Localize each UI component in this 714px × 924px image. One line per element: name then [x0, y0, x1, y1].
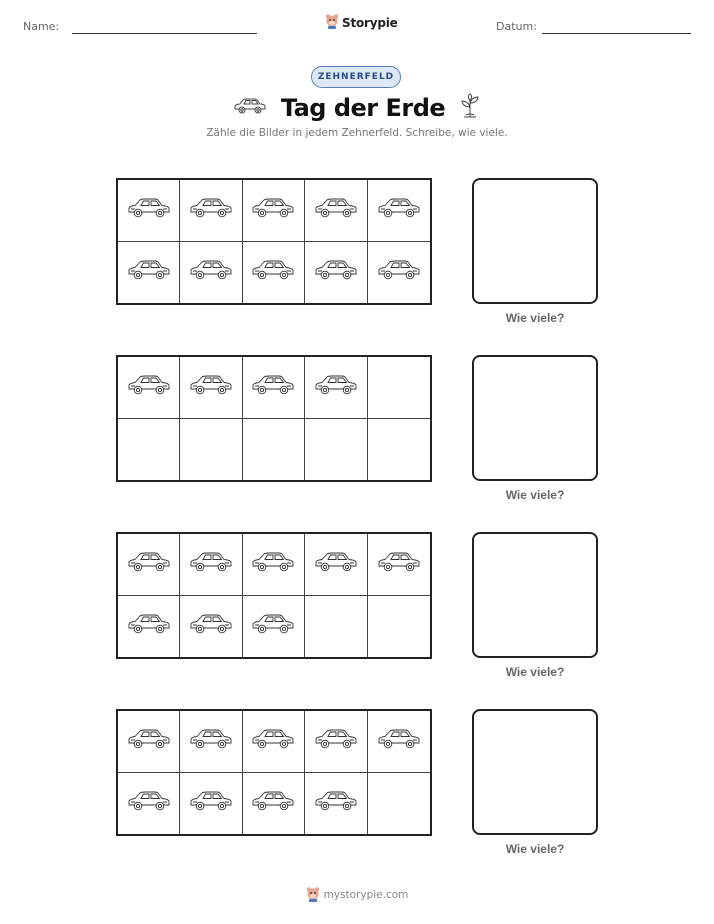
ten-frame-cell — [305, 180, 367, 242]
car-icon — [127, 550, 171, 578]
ten-frame-cell — [118, 357, 180, 419]
ten-frame-cell — [305, 596, 367, 658]
car-icon — [127, 196, 171, 224]
ten-frame-cell — [118, 596, 180, 658]
date-line[interactable] — [542, 33, 691, 34]
ten-frame-cell — [118, 180, 180, 242]
how-many-label: Wie viele? — [505, 488, 565, 502]
ten-frame-cell — [118, 242, 180, 304]
car-icon — [189, 612, 233, 640]
ten-frame-cell — [118, 534, 180, 596]
car-icon — [377, 550, 421, 578]
car-icon — [314, 258, 358, 286]
car-icon — [314, 727, 358, 755]
ten-frame-cell — [368, 711, 430, 773]
car-icon — [377, 727, 421, 755]
ten-frame-cell — [305, 242, 367, 304]
car-icon — [314, 550, 358, 578]
ten-frame-cell — [368, 419, 430, 481]
ten-frame-cell — [180, 773, 242, 835]
how-many-label: Wie viele? — [505, 842, 565, 856]
answer-box[interactable] — [472, 355, 598, 481]
car-icon — [127, 373, 171, 401]
ten-frame-cell — [243, 180, 305, 242]
ten-frame — [116, 178, 432, 305]
car-icon — [251, 373, 295, 401]
storypie-bear-icon — [325, 13, 339, 33]
name-label: Name: — [23, 20, 60, 33]
footer-url[interactable]: mystorypie.com — [323, 889, 409, 901]
car-icon — [233, 97, 267, 119]
how-many-label: Wie viele? — [505, 311, 565, 325]
ten-frame-cell — [180, 357, 242, 419]
ten-frame-cell — [118, 711, 180, 773]
footer — [0, 884, 714, 906]
ten-frame — [116, 532, 432, 659]
ten-frame-cell — [243, 711, 305, 773]
ten-frame-cell — [180, 711, 242, 773]
answer-box[interactable] — [472, 178, 598, 304]
car-icon — [251, 612, 295, 640]
worksheet-type-badge: ZEHNERFELD — [311, 66, 401, 88]
car-icon — [189, 550, 233, 578]
ten-frame-cell — [243, 596, 305, 658]
car-icon — [314, 196, 358, 224]
ten-frame-cell — [243, 242, 305, 304]
ten-frame-cell — [368, 773, 430, 835]
ten-frame-cell — [118, 419, 180, 481]
ten-frame-cell — [180, 596, 242, 658]
name-line[interactable] — [72, 33, 257, 34]
ten-frame-cell — [243, 534, 305, 596]
instructions: Zähle die Bilder in jedem Zehnerfeld. Schreibe, wie viele. — [206, 127, 508, 139]
title-row — [0, 90, 714, 126]
car-icon — [314, 373, 358, 401]
ten-frame-cell — [368, 180, 430, 242]
car-icon — [189, 727, 233, 755]
car-icon — [377, 196, 421, 224]
ten-frame-cell — [305, 711, 367, 773]
ten-frame-cell — [305, 534, 367, 596]
ten-frame — [116, 709, 432, 836]
ten-frame-cell — [368, 596, 430, 658]
ten-frame-cell — [305, 357, 367, 419]
car-icon — [189, 373, 233, 401]
date-label: Datum: — [496, 20, 537, 33]
ten-frame-cell — [243, 419, 305, 481]
car-icon — [127, 258, 171, 286]
ten-frame-cell — [305, 419, 367, 481]
ten-frame — [116, 355, 432, 482]
car-icon — [189, 789, 233, 817]
page-title: Tag der Erde — [280, 94, 446, 122]
ten-frame-cell — [180, 180, 242, 242]
car-icon — [189, 196, 233, 224]
ten-frame-cell — [368, 357, 430, 419]
car-icon — [127, 727, 171, 755]
car-icon — [189, 258, 233, 286]
car-icon — [127, 612, 171, 640]
car-icon — [251, 258, 295, 286]
car-icon — [251, 196, 295, 224]
ten-frame-cell — [243, 773, 305, 835]
how-many-label: Wie viele? — [505, 665, 565, 679]
ten-frame-cell — [305, 773, 367, 835]
sprout-icon — [459, 93, 481, 123]
car-icon — [251, 789, 295, 817]
car-icon — [251, 550, 295, 578]
car-icon — [127, 789, 171, 817]
answer-box[interactable] — [472, 532, 598, 658]
ten-frame-cell — [180, 419, 242, 481]
brand-name: Storypie — [342, 16, 398, 30]
ten-frame-cell — [180, 242, 242, 304]
car-icon — [377, 258, 421, 286]
storypie-bear-icon — [306, 886, 320, 905]
ten-frame-cell — [180, 534, 242, 596]
ten-frame-cell — [368, 534, 430, 596]
ten-frame-cell — [243, 357, 305, 419]
ten-frame-cell — [368, 242, 430, 304]
answer-box[interactable] — [472, 709, 598, 835]
car-icon — [314, 789, 358, 817]
ten-frame-cell — [118, 773, 180, 835]
brand-logo — [325, 12, 398, 34]
car-icon — [251, 727, 295, 755]
